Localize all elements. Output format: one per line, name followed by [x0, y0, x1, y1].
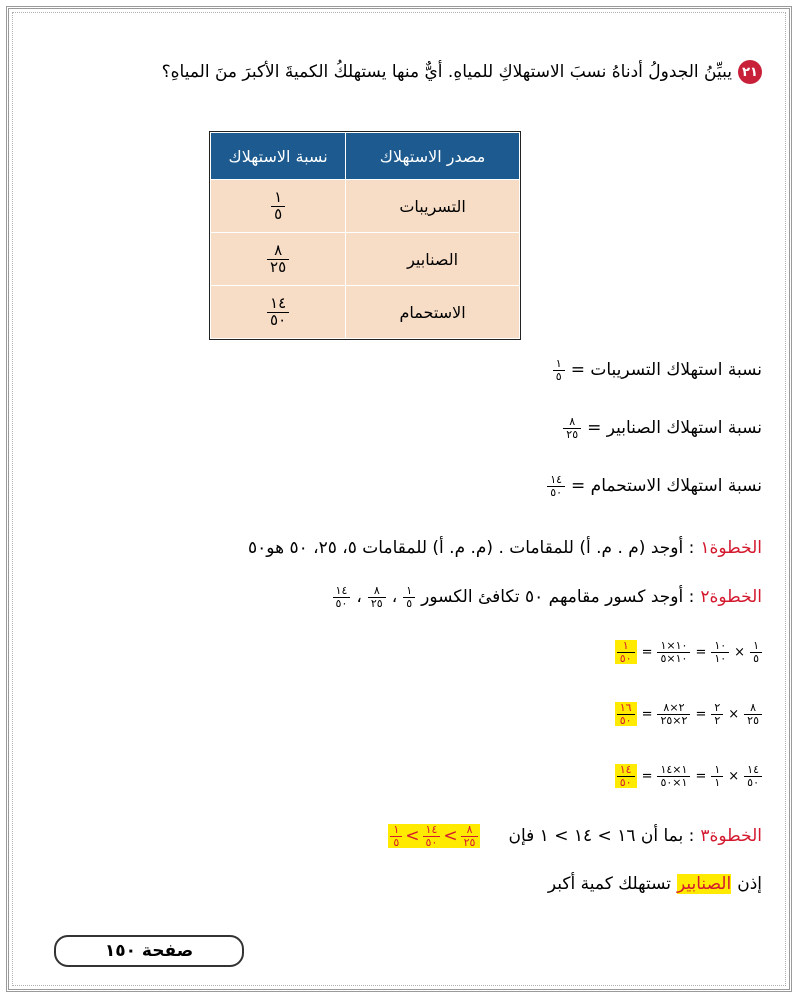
fraction — [368, 585, 386, 609]
fraction-denominator: ٢٥ — [368, 597, 386, 610]
equals-sign: = — [641, 644, 653, 660]
order-inequality — [388, 824, 480, 848]
fraction-denominator: ٢٥ — [267, 259, 289, 276]
fraction-numerator: ١٤ — [425, 823, 438, 836]
ratio-line-leaks — [553, 358, 762, 382]
fraction-denominator: ١×٥٠ — [657, 776, 690, 789]
fraction-denominator: ٥٠ — [333, 597, 351, 610]
equals-sign: = — [695, 644, 707, 660]
fraction — [271, 187, 285, 223]
conclusion-highlight: الصنابير — [677, 874, 732, 894]
equals-sign: = — [641, 706, 653, 722]
separator: ، — [391, 587, 398, 608]
ratio-label: نسبة استهلاك التسريبات = — [570, 360, 762, 381]
fraction-numerator: ١٠×١ — [660, 639, 688, 652]
fraction-denominator: ٥ — [750, 652, 762, 665]
fraction-denominator: ٥ — [390, 836, 402, 849]
step3-line — [388, 824, 762, 848]
fraction-numerator: ١٠ — [714, 639, 727, 652]
fraction — [553, 358, 565, 382]
fraction-numerator: ١ — [555, 357, 562, 370]
consumption-table — [210, 132, 520, 339]
fraction — [744, 702, 762, 726]
table-header-source: مصدر الاستهلاك — [346, 133, 520, 180]
fraction-numerator: ١ — [714, 763, 721, 776]
times-sign: × — [734, 644, 746, 660]
fraction — [333, 585, 351, 609]
less-than-sign: < — [405, 826, 420, 847]
fraction-denominator: ١ — [711, 776, 723, 789]
separator: ، — [356, 587, 362, 608]
conclusion-prefix: إذن — [737, 874, 762, 894]
question-number-badge: ٢١ — [738, 60, 762, 84]
ratio-line-faucets — [563, 416, 762, 440]
table-header-row — [211, 133, 520, 180]
fraction-numerator: ٨ — [750, 701, 757, 714]
fraction-numerator: ١٤ — [747, 763, 759, 776]
fraction-numerator: ١٦ — [619, 701, 632, 714]
fraction-numerator: ٢ — [714, 701, 721, 714]
equals-sign: = — [695, 706, 707, 722]
table-row — [211, 286, 520, 339]
times-sign: × — [728, 706, 740, 722]
question — [162, 60, 762, 84]
result-fraction — [615, 640, 637, 664]
fraction-denominator: ٥٠ — [547, 486, 565, 499]
fraction — [657, 764, 690, 788]
fraction-denominator: ٢×٢٥ — [657, 714, 690, 727]
times-sign: × — [728, 768, 740, 784]
conclusion-line — [548, 874, 762, 894]
equation-line — [615, 764, 762, 788]
ratio-line-shower — [547, 474, 762, 498]
fraction — [744, 764, 762, 788]
equals-sign: = — [695, 768, 707, 784]
fraction-numerator: ٨ — [274, 240, 283, 259]
fraction-denominator: ٥٠ — [423, 836, 441, 849]
fraction-numerator: ٨ — [466, 823, 473, 836]
step1-line — [248, 538, 762, 558]
fraction — [711, 764, 723, 788]
table-cell-source: التسريبات — [346, 180, 520, 233]
fraction-numerator: ١ — [406, 584, 413, 597]
fraction-numerator: ١٤ — [270, 293, 287, 312]
fraction — [657, 702, 690, 726]
table-cell-ratio — [211, 286, 346, 339]
question-text: يبيِّنُ الجدولُ أدناهُ نسبَ الاستهلاكِ للمياهِ. أيٌّ منها يستهلكُ الكميةَ الأكبرَ منَ المياهِ؟ — [161, 62, 732, 82]
fraction-numerator: ١ — [274, 187, 283, 206]
fraction-denominator: ٥ — [553, 370, 565, 383]
fraction — [711, 640, 729, 664]
fraction — [547, 474, 565, 498]
table-header-ratio: نسبة الاستهلاك — [211, 133, 346, 180]
fraction-denominator: ٢ — [711, 714, 723, 727]
equals-sign: = — [641, 768, 653, 784]
fraction — [423, 824, 441, 848]
step2-label: الخطوة٢ — [700, 587, 762, 608]
conclusion-suffix: تستهلك كمية أكبر — [547, 874, 672, 894]
fraction-numerator: ١٤ — [550, 473, 563, 486]
fraction-denominator: ١٠×٥ — [657, 652, 690, 665]
fraction — [750, 640, 762, 664]
fraction — [657, 640, 690, 664]
table-row — [211, 233, 520, 286]
ratio-label: نسبة استهلاك الاستحمام = — [571, 476, 762, 497]
step3-text: : بما أن ١٦ > ١٤ > ١ فإن — [508, 826, 695, 847]
fraction-denominator: ٥٠ — [744, 776, 762, 789]
fraction — [711, 702, 723, 726]
fraction-numerator: ٨ — [569, 415, 576, 428]
fraction — [461, 824, 479, 848]
fraction-denominator: ١٠ — [711, 652, 729, 665]
fraction-denominator: ٢٥ — [744, 714, 762, 727]
fraction — [267, 293, 289, 329]
table-cell-source: الاستحمام — [346, 286, 520, 339]
result-fraction — [615, 702, 637, 726]
fraction-denominator: ٥ — [271, 206, 285, 223]
fraction-numerator: ١ — [622, 639, 629, 652]
less-than-sign: < — [443, 826, 458, 847]
table-row — [211, 180, 520, 233]
fraction-denominator: ٢٥ — [461, 836, 479, 849]
fraction-numerator: ١٤ — [619, 763, 632, 776]
step1-text: : أوجد (م . م. أ) للمقامات . (م. م. أ) للمقامات ٥، ٢٥، ٥٠ هو٥٠ — [248, 538, 695, 558]
fraction — [563, 416, 581, 440]
step3-label: الخطوة٣ — [700, 826, 762, 847]
fraction-denominator: ٥ — [403, 597, 415, 610]
fraction — [267, 240, 289, 276]
step2-line — [333, 585, 762, 609]
fraction-denominator: ٥٠ — [617, 652, 635, 665]
equation-line — [615, 640, 762, 664]
fraction-numerator: ١×١٤ — [660, 763, 688, 776]
result-fraction — [615, 764, 637, 788]
page-number-tab: صفحة ١٥٠ — [54, 935, 244, 967]
table-cell-ratio — [211, 233, 346, 286]
fraction-denominator: ٥٠ — [617, 714, 635, 727]
equation-line — [615, 702, 762, 726]
fraction-numerator: ١٤ — [335, 584, 348, 597]
fraction-denominator: ٥٠ — [267, 312, 289, 329]
step1-label: الخطوة١ — [700, 538, 762, 558]
fraction-numerator: ٨ — [373, 584, 380, 597]
step2-text: : أوجد كسور مقامهم ٥٠ تكافئ الكسور — [421, 587, 695, 608]
ratio-label: نسبة استهلاك الصنابير = — [587, 418, 762, 439]
fraction-numerator: ٢×٨ — [663, 701, 685, 714]
fraction-numerator: ١ — [753, 639, 759, 652]
fraction — [390, 824, 402, 848]
table-cell-source: الصنابير — [346, 233, 520, 286]
fraction-denominator: ٥٠ — [617, 776, 635, 789]
fraction-numerator: ١ — [393, 823, 400, 836]
fraction-denominator: ٢٥ — [563, 428, 581, 441]
fraction — [403, 585, 415, 609]
table-cell-ratio — [211, 180, 346, 233]
